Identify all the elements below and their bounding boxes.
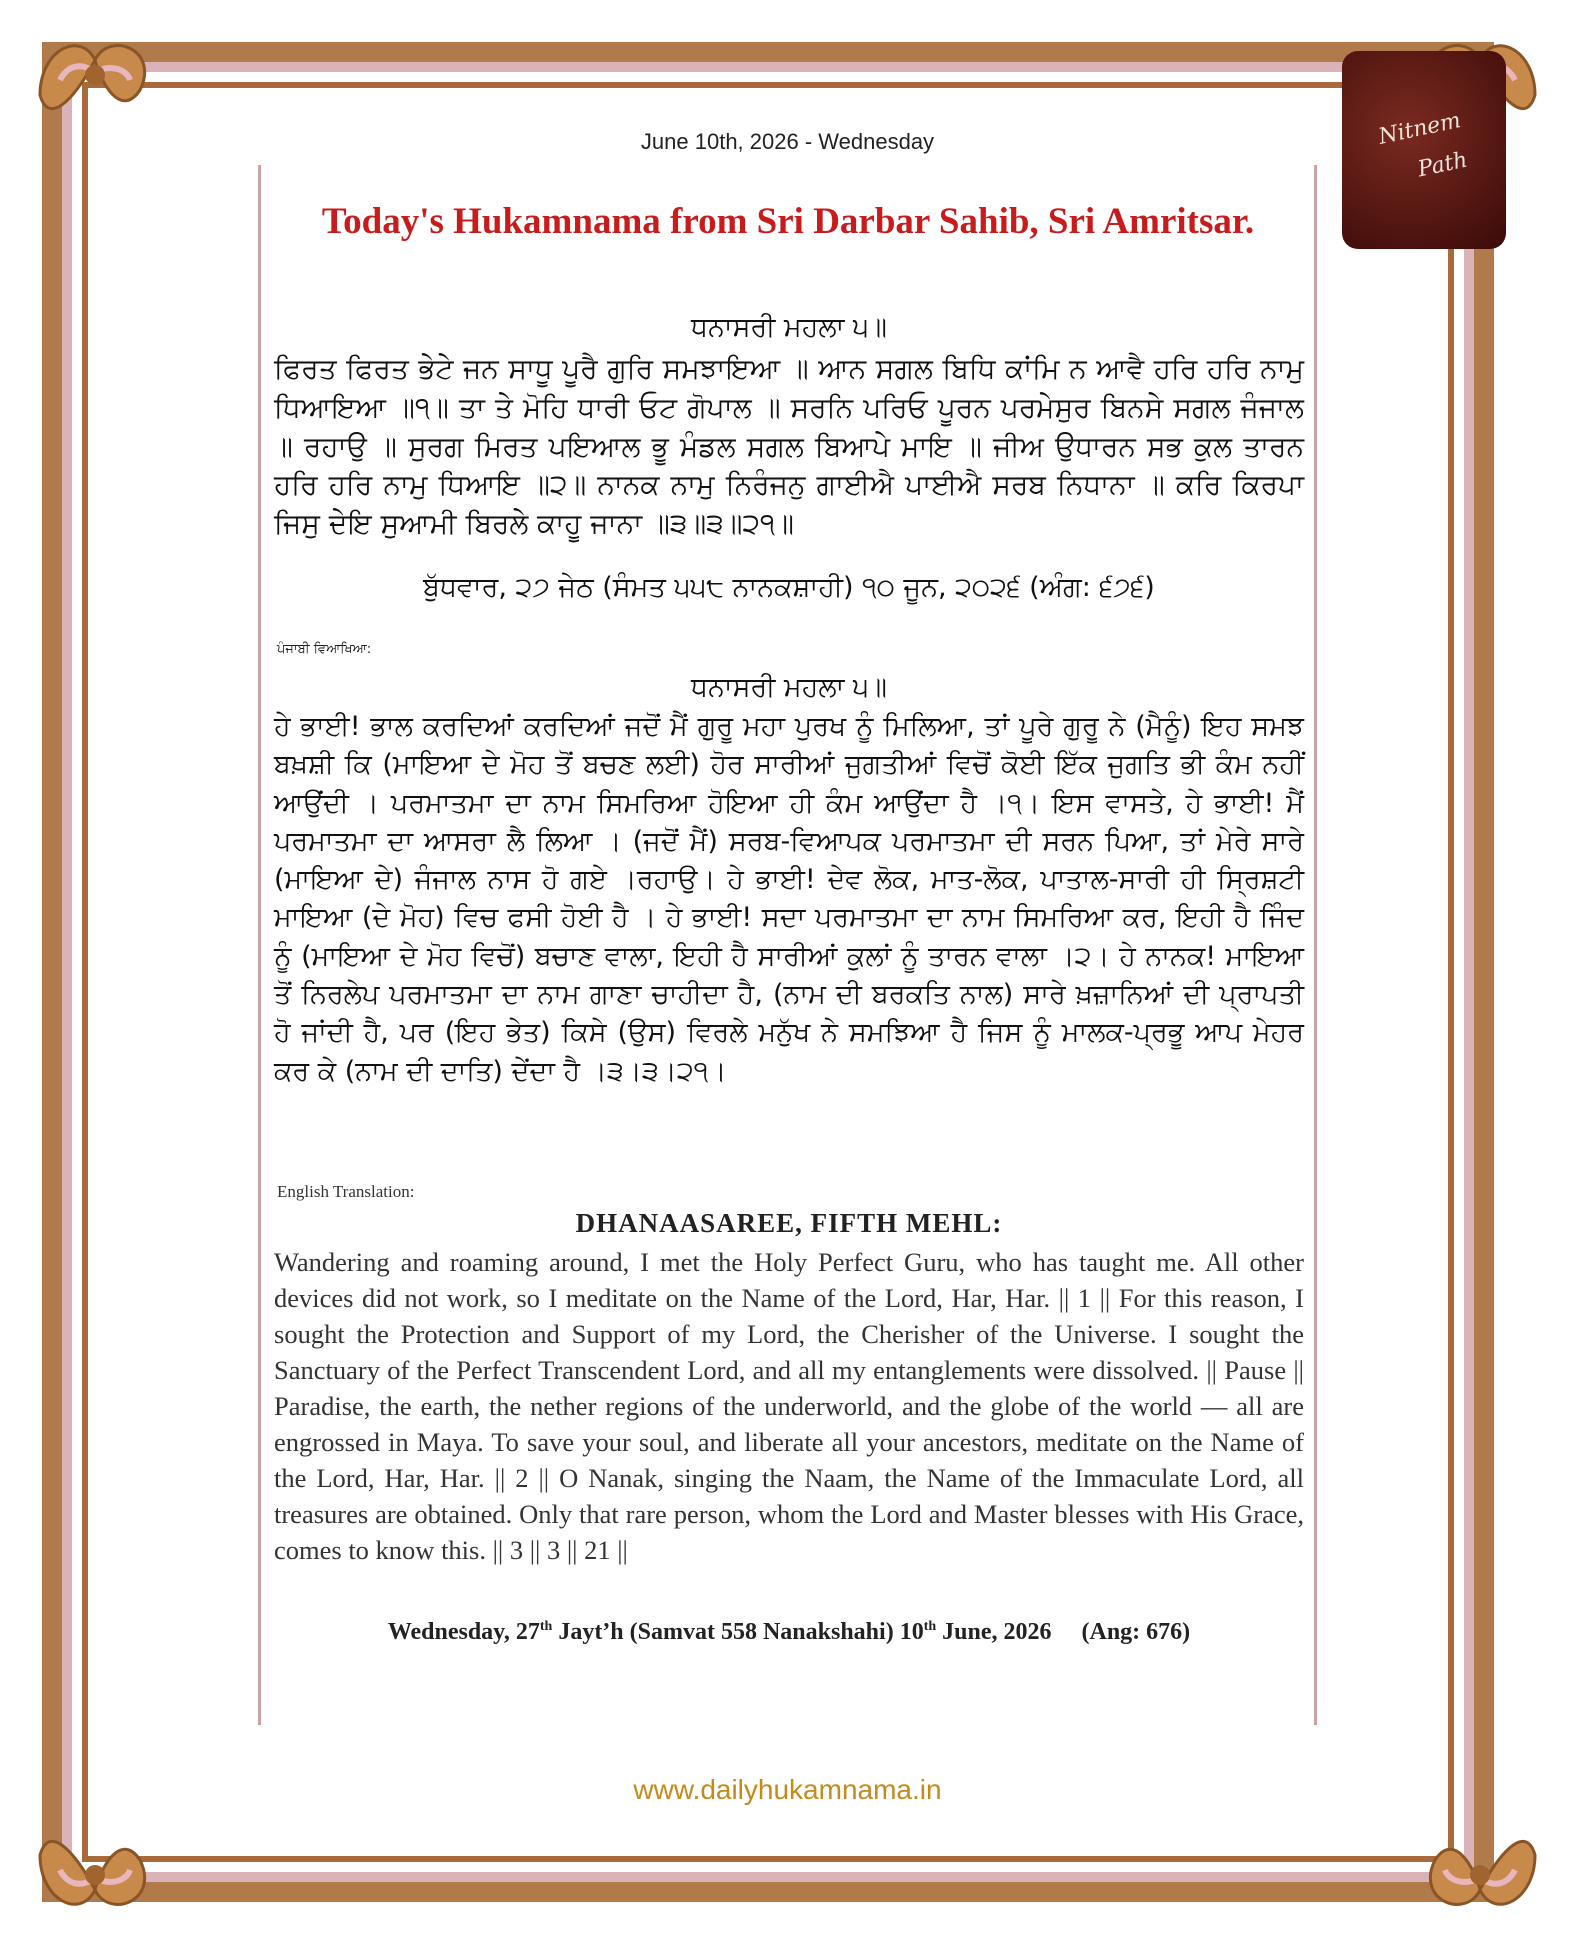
inner-rule-left — [258, 165, 261, 1725]
english-date-suffix: June, 2026 (Ang: 676) — [936, 1619, 1191, 1645]
english-date — [274, 1619, 1304, 1646]
english-label: English Translation: — [277, 1182, 415, 1201]
english-date-mid: Jayt’h (Samvat 558 Nanakshahi) 10 — [552, 1619, 924, 1645]
english-heading: DHANAASAREE, FIFTH MEHL: — [575, 1208, 1003, 1238]
logo-line2: Path — [1415, 147, 1470, 183]
page-title: Today's Hukamnama from Sri Darbar Sahib, Sri Amritsar. — [321, 201, 1255, 242]
inner-rule-right — [1314, 165, 1317, 1725]
website-link[interactable]: www.dailyhukamnama.in — [633, 1774, 942, 1805]
gurbani-date: ਬੁੱਧਵਾਰ, ੨੭ ਜੇਠ (ਸੰਮਤ ੫੫੮ ਨਾਨਕਸ਼ਾਹੀ) ੧੦ ਜੂਨ, ੨੦੨੬ (ਅੰਗ: ੬੭੬) — [423, 572, 1155, 603]
english-date-prefix: Wednesday, 27 — [387, 1619, 540, 1645]
punjabi-heading: ਧਨਾਸਰੀ ਮਹਲਾ ੫॥ — [690, 672, 888, 703]
gurbani-heading: ਧਨਾਸਰੀ ਮਹਲਾ ੫॥ — [690, 312, 888, 343]
english-date-sup1: th — [539, 1619, 553, 1634]
english-text: Wandering and roaming around, I met the Holy Perfect Guru, who has taught me. All other devices did not work, so I meditate on the Name of the Lord, Har, Har. || 1 || For this reason, I sought the Protection and Support of my Lord, the Cherisher of the Universe. I sought the Sanctuary of the Perfect Transcendent Lord, and all my entanglements were dissolved. || Pause || Paradise, the earth, the nether regions of the underworld, and the globe of the world — all are engrossed in Maya. To save your soul, and liberate all your ancestors, meditate on the Name of the Lord, Har, Har. || 2 || O Nanak, singing the Naam, the Name of the Immaculate Lord, all treasures are obtained. Only that rare person, whom the Lord and Master blesses with His Grace, comes to know this. || 3 || 3 || 21 || — [274, 1247, 1304, 1565]
date-line: June 10th, 2026 - Wednesday — [640, 129, 935, 154]
logo-line1: Nitnem — [1376, 108, 1464, 150]
gurbani-text: ਫਿਰਤ ਫਿਰਤ ਭੇਟੇ ਜਨ ਸਾਧੂ ਪੂਰੈ ਗੁਰਿ ਸਮਝਾਇਆ ॥ ਆਨ ਸਗਲ ਬਿਧਿ ਕਾਂਮਿ ਨ ਆਵੈ ਹਰਿ ਹਰਿ ਨਾਮੁ ਧਿਆਇਆ ॥੧॥ ਤਾ ਤੇ ਮੋਹਿ ਧਾਰੀ ਓਟ ਗੋਪਾਲ ॥ ਸਰਨਿ ਪਰਿਓ ਪੂਰਨ ਪਰਮੇਸੁਰ ਬਿਨਸੇ ਸਗਲ ਜੰਜਾਲ ॥ ਰਹਾਉ ॥ ਸੁਰਗ ਮਿਰਤ ਪਇਆਲ ਭੂ ਮੰਡਲ ਸਗਲ ਬਿਆਪੇ ਮਾਇ ॥ ਜੀਅ ਉਧਾਰਨ ਸਭ ਕੁਲ ਤਾਰਨ ਹਰਿ ਹਰਿ ਨਾਮੁ ਧਿਆਇ ॥੨॥ ਨਾਨਕ ਨਾਮੁ ਨਿਰੰਜਨੁ ਗਾਈਐ ਪਾਈਐ ਸਰਬ ਨਿਧਾਨਾ ॥ ਕਰਿ ਕਿਰਪਾ ਜਿਸੁ ਦੇਇ ਸੁਆਮੀ ਬਿਰਲੇ ਕਾਹੂ ਜਾਨਾ ॥੩॥੩॥੨੧॥ — [274, 352, 1304, 541]
english-date-sup2: th — [923, 1619, 937, 1634]
punjabi-text: ਹੇ ਭਾਈ! ਭਾਲ ਕਰਦਿਆਂ ਕਰਦਿਆਂ ਜਦੋਂ ਮੈਂ ਗੁਰੂ ਮਹਾ ਪੁਰਖ ਨੂੰ ਮਿਲਿਆ, ਤਾਂ ਪੂਰੇ ਗੁਰੂ ਨੇ (ਮੈਨੂੰ) ਇਹ ਸਮਝ ਬਖ਼ਸ਼ੀ ਕਿ (ਮਾਇਆ ਦੇ ਮੋਹ ਤੋਂ ਬਚਣ ਲਈ) ਹੋਰ ਸਾਰੀਆਂ ਜੁਗਤੀਆਂ ਵਿਚੋਂ ਕੋਈ ਇੱਕ ਜੁਗਤਿ ਭੀ ਕੰਮ ਨਹੀਂ ਆਉਂਦੀ । ਪਰਮਾਤਮਾ ਦਾ ਨਾਮ ਸਿਮਰਿਆ ਹੋਇਆ ਹੀ ਕੰਮ ਆਉਂਦਾ ਹੈ ।੧। ਇਸ ਵਾਸਤੇ, ਹੇ ਭਾਈ! ਮੈਂ ਪਰਮਾਤਮਾ ਦਾ ਆਸਰਾ ਲੈ ਲਿਆ । (ਜਦੋਂ ਮੈਂ) ਸਰਬ-ਵਿਆਪਕ ਪਰਮਾਤਮਾ ਦੀ ਸਰਨ ਪਿਆ, ਤਾਂ ਮੇਰੇ ਸਾਰੇ (ਮਾਇਆ ਦੇ) ਜੰਜਾਲ ਨਾਸ ਹੋ ਗਏ ।ਰਹਾਉ। ਹੇ ਭਾਈ! ਦੇਵ ਲੋਕ, ਮਾਤ-ਲੋਕ, ਪਾਤਾਲ-ਸਾਰੀ ਹੀ ਸ੍ਰਿਸ਼ਟੀ ਮਾਇਆ (ਦੇ ਮੋਹ) ਵਿਚ ਫਸੀ ਹੋਈ ਹੈ । ਹੇ ਭਾਈ! ਸਦਾ ਪਰਮਾਤਮਾ ਦਾ ਨਾਮ ਸਿਮਰਿਆ ਕਰ, ਇਹੀ ਹੈ ਜਿੰਦ ਨੂੰ (ਮਾਇਆ ਦੇ ਮੋਹ ਵਿਚੋਂ) ਬਚਾਣ ਵਾਲਾ, ਇਹੀ ਹੈ ਸਾਰੀਆਂ ਕੁਲਾਂ ਨੂੰ ਤਾਰਨ ਵਾਲਾ ।੨। ਹੇ ਨਾਨਕ! ਮਾਇਆ ਤੋਂ ਨਿਰਲੇਪ ਪਰਮਾਤਮਾ ਦਾ ਨਾਮ ਗਾਣਾ ਚਾਹੀਦਾ ਹੈ, (ਨਾਮ ਦੀ ਬਰਕਤਿ ਨਾਲ) ਸਾਰੇ ਖ਼ਜ਼ਾਨਿਆਂ ਦੀ ਪ੍ਰਾਪਤੀ ਹੋ ਜਾਂਦੀ ਹੈ, ਪਰ (ਇਹ ਭੇਤ) ਕਿਸੇ (ਉਸ) ਵਿਰਲੇ ਮਨੁੱਖ ਨੇ ਸਮਝਿਆ ਹੈ ਜਿਸ ਨੂੰ ਮਾਲਕ-ਪ੍ਰਭੂ ਆਪ ਮੇਹਰ ਕਰ ਕੇ (ਨਾਮ ਦੀ ਦਾਤਿ) ਦੇਂਦਾ ਹੈ ।੩।੩।੨੧। — [274, 711, 1304, 1087]
punjabi-label: ਪੰਜਾਬੀ ਵਿਆਖਿਆ: — [277, 642, 372, 657]
